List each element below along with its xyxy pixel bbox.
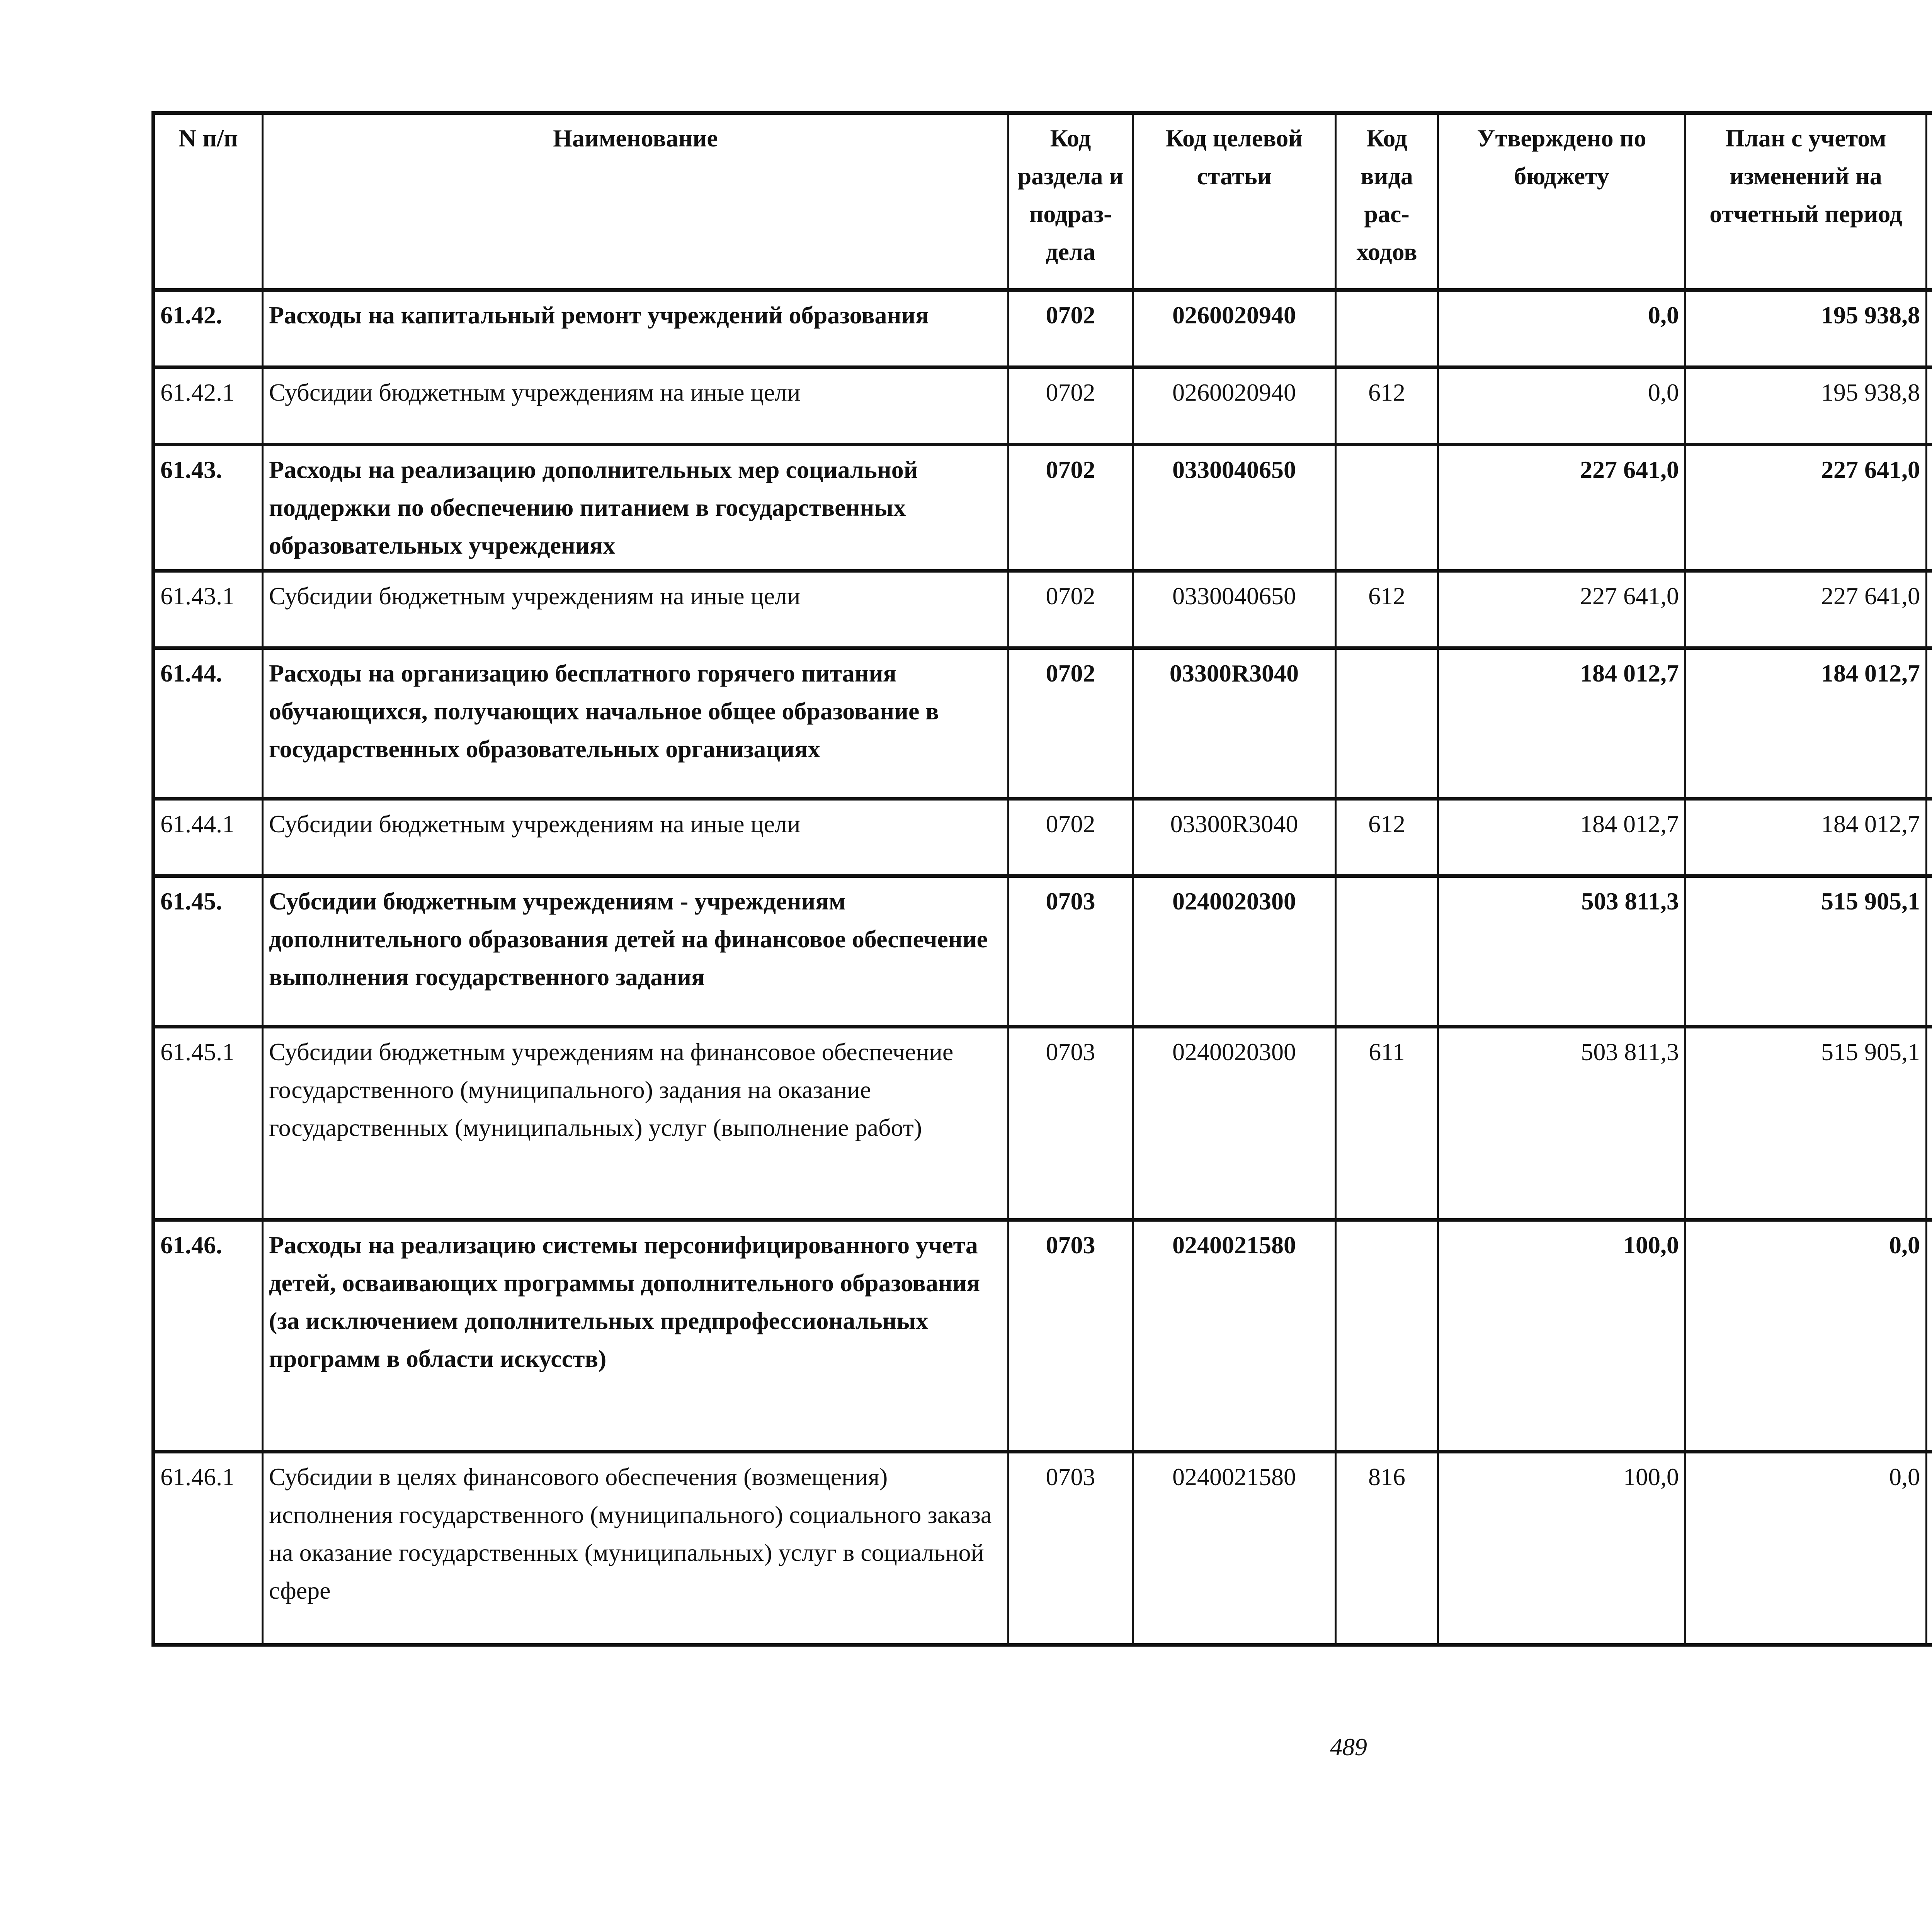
budget-table: [151, 111, 1932, 1647]
cell-name: Расходы на организацию бесплатного горячего питания обучающихся, получающих начальное общее образование в государственных образовательных организациях: [263, 648, 1009, 799]
table-row: [153, 290, 1932, 367]
cell-section-code: 0702: [1009, 648, 1133, 799]
col-header-plan: План с учетом изменений на отчетный период: [1685, 113, 1927, 290]
cell-approved: 227 641,0: [1438, 445, 1685, 571]
cell-name: Расходы на реализацию системы персонифицированного учета детей, осваивающих программы дополнительного образования (за исключением дополнительных предпрофессиональных программ в области искусств): [263, 1220, 1009, 1452]
cell-section-code: 0703: [1009, 1220, 1133, 1452]
col-header-approved: Утверждено по бюджету: [1438, 113, 1685, 290]
cell-kind-code: 612: [1336, 571, 1438, 648]
cell-plan: 184 012,7: [1685, 648, 1927, 799]
cell-executed: [1927, 1027, 1932, 1220]
cell-section-code: 0702: [1009, 367, 1133, 445]
cell-kind-code: 612: [1336, 367, 1438, 445]
cell-section-code: 0702: [1009, 290, 1133, 367]
cell-num: 61.42.: [153, 290, 263, 367]
table-row: [153, 799, 1932, 876]
col-header-executed: [1927, 113, 1932, 290]
cell-num: 61.43.1: [153, 571, 263, 648]
cell-num: 61.42.1: [153, 367, 263, 445]
table-row: [153, 1220, 1932, 1452]
cell-section-code: 0703: [1009, 1027, 1133, 1220]
cell-name: Субсидии бюджетным учреждениям - учреждениям дополнительного образования детей на финансовое обеспечение выполнения государственного задания: [263, 876, 1009, 1027]
cell-executed: [1927, 876, 1932, 1027]
cell-name: Расходы на капитальный ремонт учреждений образования: [263, 290, 1009, 367]
cell-num: 61.44.1: [153, 799, 263, 876]
cell-num: 61.46.1: [153, 1452, 263, 1645]
cell-approved: 100,0: [1438, 1452, 1685, 1645]
cell-target-code: 0330040650: [1133, 445, 1336, 571]
cell-plan: 184 012,7: [1685, 799, 1927, 876]
table-row: [153, 876, 1932, 1027]
cell-executed: [1927, 290, 1932, 367]
table-row: [153, 1027, 1932, 1220]
cell-approved: 184 012,7: [1438, 648, 1685, 799]
cell-target-code: 0260020940: [1133, 290, 1336, 367]
table-row: [153, 571, 1932, 648]
cell-approved: 503 811,3: [1438, 876, 1685, 1027]
cell-kind-code: [1336, 1220, 1438, 1452]
cell-executed: [1927, 1452, 1932, 1645]
cell-target-code: 0260020940: [1133, 367, 1336, 445]
cell-kind-code: 816: [1336, 1452, 1438, 1645]
col-header-name: Наименование: [263, 113, 1009, 290]
cell-target-code: 0240021580: [1133, 1220, 1336, 1452]
cell-plan: 0,0: [1685, 1220, 1927, 1452]
col-header-num: N п/п: [153, 113, 263, 290]
table-row: [153, 1452, 1932, 1645]
cell-executed: [1927, 367, 1932, 445]
cell-approved: 184 012,7: [1438, 799, 1685, 876]
cell-kind-code: [1336, 648, 1438, 799]
cell-name: Субсидии бюджетным учреждениям на иные цели: [263, 799, 1009, 876]
cell-kind-code: 612: [1336, 799, 1438, 876]
cell-target-code: 0240020300: [1133, 1027, 1336, 1220]
cell-approved: 100,0: [1438, 1220, 1685, 1452]
cell-executed: [1927, 1220, 1932, 1452]
cell-executed: [1927, 799, 1932, 876]
cell-target-code: 03300R3040: [1133, 799, 1336, 876]
cell-section-code: 0702: [1009, 799, 1133, 876]
cell-kind-code: 611: [1336, 1027, 1438, 1220]
cell-target-code: 0330040650: [1133, 571, 1336, 648]
cell-section-code: 0702: [1009, 571, 1133, 648]
table-row: [153, 445, 1932, 571]
cell-section-code: 0703: [1009, 1452, 1133, 1645]
cell-name: Субсидии бюджетным учреждениям на финансовое обеспечение государственного (муниципального) задания на оказание государственных (муниципальных) услуг (выполнение работ): [263, 1027, 1009, 1220]
cell-name: Субсидии бюджетным учреждениям на иные цели: [263, 367, 1009, 445]
cell-section-code: 0703: [1009, 876, 1133, 1027]
cell-target-code: 03300R3040: [1133, 648, 1336, 799]
cell-name: Субсидии в целях финансового обеспечения (возмещения) исполнения государственного (муниципального) социального заказа на оказание государственных (муниципальных) услуг в социальной сфере: [263, 1452, 1009, 1645]
header-row-1: [153, 113, 1932, 164]
cell-plan: 227 641,0: [1685, 445, 1927, 571]
cell-kind-code: [1336, 445, 1438, 571]
col-header-target: Код целевой статьи: [1133, 113, 1336, 290]
cell-plan: 0,0: [1685, 1452, 1927, 1645]
cell-approved: 0,0: [1438, 367, 1685, 445]
cell-executed: [1927, 445, 1932, 571]
table-row: [153, 367, 1932, 445]
table-row: [153, 648, 1932, 799]
table-header: [153, 113, 1932, 290]
cell-num: 61.45.: [153, 876, 263, 1027]
cell-plan: 195 938,8: [1685, 290, 1927, 367]
cell-approved: 0,0: [1438, 290, 1685, 367]
cell-approved: 503 811,3: [1438, 1027, 1685, 1220]
cell-plan: 515 905,1: [1685, 1027, 1927, 1220]
cell-name: Расходы на реализацию дополнительных мер социальной поддержки по обеспечению питанием в государственных образовательных учреждениях: [263, 445, 1009, 571]
cell-num: 61.46.: [153, 1220, 263, 1452]
cell-plan: 515 905,1: [1685, 876, 1927, 1027]
cell-kind-code: [1336, 290, 1438, 367]
cell-name: Субсидии бюджетным учреждениям на иные цели: [263, 571, 1009, 648]
cell-kind-code: [1336, 876, 1438, 1027]
cell-target-code: 0240020300: [1133, 876, 1336, 1027]
cell-plan: 227 641,0: [1685, 571, 1927, 648]
col-header-section: Код раздела и подраз-дела: [1009, 113, 1133, 290]
cell-executed: [1927, 648, 1932, 799]
page-number: 489: [1330, 1733, 1367, 1761]
cell-plan: 195 938,8: [1685, 367, 1927, 445]
cell-section-code: 0702: [1009, 445, 1133, 571]
cell-approved: 227 641,0: [1438, 571, 1685, 648]
cell-target-code: 0240021580: [1133, 1452, 1336, 1645]
col-header-kind: Код вида рас-ходов: [1336, 113, 1438, 290]
cell-executed: [1927, 571, 1932, 648]
table-body: [153, 290, 1932, 1645]
cell-num: 61.45.1: [153, 1027, 263, 1220]
cell-num: 61.43.: [153, 445, 263, 571]
cell-num: 61.44.: [153, 648, 263, 799]
